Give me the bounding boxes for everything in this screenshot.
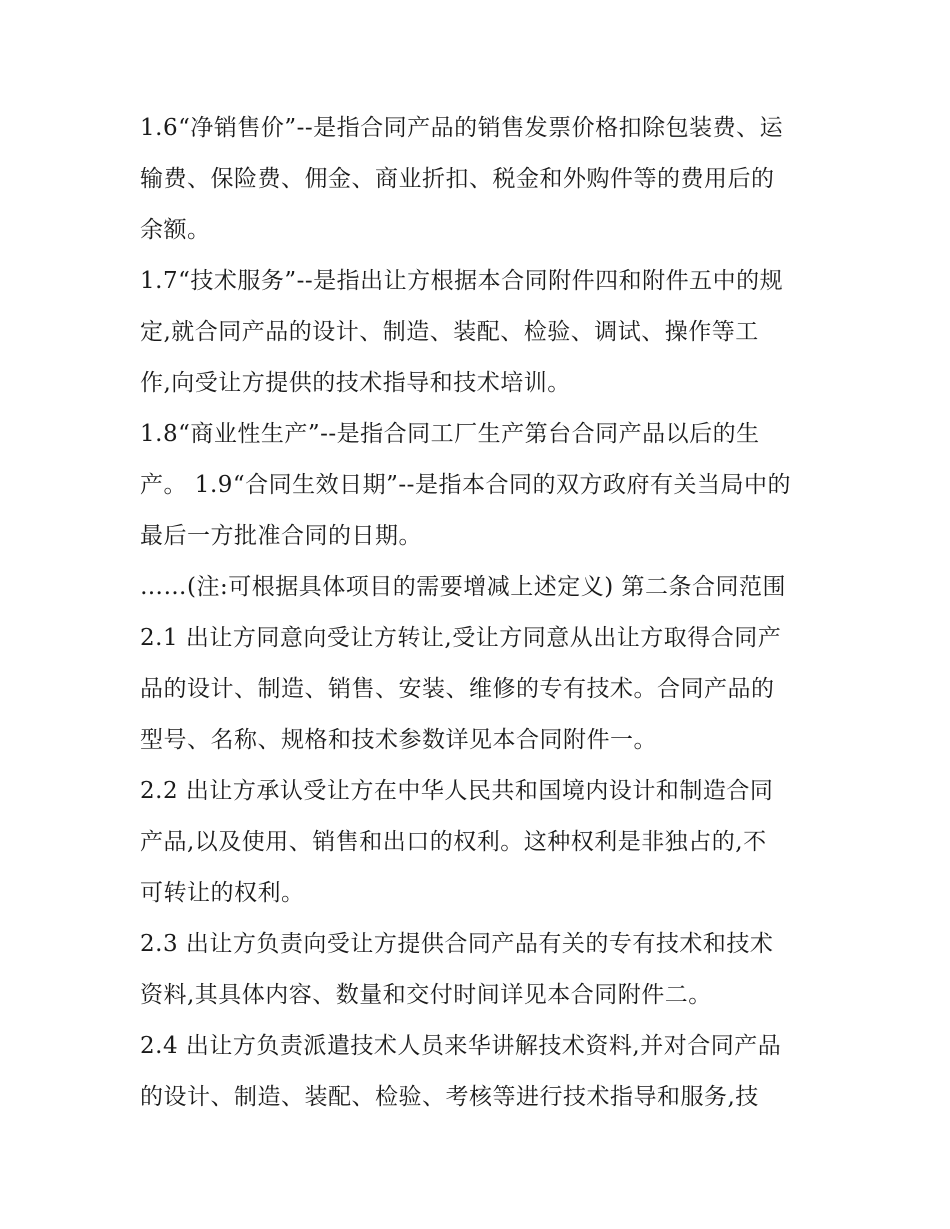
text-line-11: 2.1 出让方同意向受让方转让,受让方同意从出让方取得合同产 (140, 625, 782, 651)
text-line-5: 定,就合同产品的设计、制造、装配、检验、调试、操作等工 (140, 319, 759, 345)
text-line-8: 产。 1.9“合同生效日期”--是指本合同的双方政府有关当局中的 (140, 472, 791, 498)
text-line-20: 的设计、制造、装配、检验、考核等进行技术指导和服务,技 (140, 1084, 759, 1110)
text-line-16: 可转让的权利。 (140, 880, 305, 906)
text-line-17: 2.3 出让方负责向受让方提供合同产品有关的专有技术和技术 (140, 931, 774, 957)
text-line-14: 2.2 出让方承认受让方在中华人民共和国境内设计和制造合同 (140, 778, 774, 804)
text-line-7: 1.8“商业性生产”--是指合同工厂生产第台合同产品以后的生 (140, 421, 760, 447)
text-line-15: 产品,以及使用、销售和出口的权利。这种权利是非独占的,不 (140, 829, 767, 855)
text-line-12: 品的设计、制造、销售、安装、维修的专有技术。合同产品的 (140, 676, 775, 702)
text-line-9: 最后一方批准合同的日期。 (140, 523, 422, 549)
text-line-19: 2.4 出让方负责派遣技术人员来华讲解技术资料,并对合同产品 (140, 1033, 782, 1059)
text-line-13: 型号、名称、规格和技术参数详见本合同附件一。 (140, 727, 657, 753)
text-line-4: 1.7“技术服务”--是指出让方根据本合同附件四和附件五中的规 (140, 268, 784, 294)
text-line-3: 余额。 (140, 217, 211, 243)
text-line-2: 输费、保险费、佣金、商业折扣、税金和外购件等的费用后的 (140, 166, 775, 192)
text-line-1: 1.6“净销售价”--是指合同产品的销售发票价格扣除包装费、运 (140, 115, 784, 141)
document-page (140, 103, 820, 1123)
text-line-6: 作,向受让方提供的技术指导和技术培训。 (140, 370, 571, 396)
text-line-18: 资料,其具体内容、数量和交付时间详见本合同附件二。 (140, 982, 712, 1008)
text-line-10: ……(注:可根据具体项目的需要增减上述定义) 第二条合同范围 (140, 574, 787, 600)
